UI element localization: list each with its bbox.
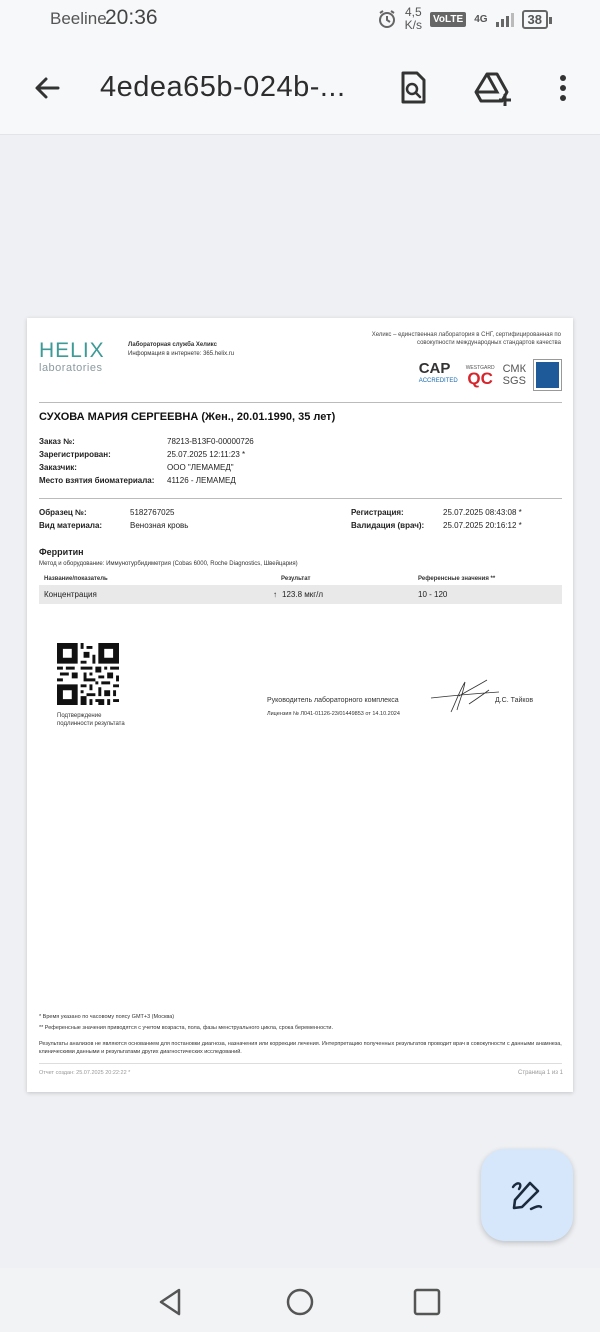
volte-badge: VoLTE bbox=[430, 12, 466, 27]
document-page[interactable] bbox=[27, 318, 573, 1092]
annotate-button[interactable] bbox=[481, 1149, 573, 1241]
helix-logo: HELIX laboratories bbox=[39, 339, 105, 374]
certificate-badge bbox=[534, 360, 561, 390]
more-options-icon[interactable] bbox=[543, 68, 583, 108]
search-document-icon[interactable] bbox=[393, 68, 433, 108]
footnote-reference: ** Референсные значения приводятся с учетом возраста, пола, фазы менструального цикла, срока беременности. bbox=[39, 1025, 334, 1031]
sample-labels: Образец №: Вид материала: bbox=[39, 508, 103, 530]
clock: 20:36 bbox=[105, 6, 158, 29]
patient-name: СУХОВА МАРИЯ СЕРГЕЕВНА (Жен., 20.01.1990, 35 лет) bbox=[39, 411, 336, 423]
page-number: Страница 1 из 1 bbox=[518, 1070, 563, 1076]
system-nav-bar bbox=[0, 1268, 600, 1332]
license-number: Лицензия № Л041-01126-23/01449853 от 14.10.2024 bbox=[267, 711, 400, 717]
dates-labels: Регистрация: Валидация (врач): bbox=[351, 508, 425, 530]
order-values: 78213-B13F0-00000726 25.07.2025 12:11:23 * ООО "ЛЕМАМЕД" 41126 - ЛЕМАМЕД bbox=[167, 437, 254, 485]
column-header-name: Название/показатель bbox=[44, 576, 108, 582]
signatory-role: Руководитель лабораторного комплекса bbox=[267, 697, 399, 704]
battery-icon: 38 bbox=[522, 10, 548, 29]
disclaimer: Результаты анализов не являются основанием для постановки диагноза, назначения или коррекции лечения. Интерпретацию полученных результатов проводит врач в совокупности с данными анамнеза, клиническими данными и результатами других диагностических исследований. bbox=[39, 1041, 562, 1055]
column-header-result: Результат bbox=[281, 576, 311, 582]
result-name: Концентрация bbox=[44, 590, 97, 599]
nav-home-icon[interactable] bbox=[284, 1286, 316, 1318]
column-header-reference: Референсные значения ** bbox=[418, 576, 496, 582]
result-reference: 10 - 120 bbox=[418, 590, 448, 599]
westgard-qc-logo: WESTGARD QC bbox=[465, 364, 495, 388]
dates-values: 25.07.2025 08:43:08 * 25.07.2025 20:16:12 * bbox=[443, 508, 522, 530]
alarm-icon bbox=[377, 9, 397, 29]
qr-code bbox=[57, 643, 119, 705]
nav-recents-icon[interactable] bbox=[411, 1286, 443, 1318]
document-title: 4edea65b-024b-... bbox=[100, 71, 346, 103]
footnote-time: * Время указано по часовому поясу GMT+3 (Москва) bbox=[39, 1014, 175, 1020]
status-bar bbox=[0, 0, 600, 40]
smk-sgs-logo: СМК SGS bbox=[502, 363, 526, 387]
sample-values: 5182767025 Венозная кровь bbox=[130, 508, 189, 530]
signature bbox=[429, 676, 501, 716]
test-title: Ферритин bbox=[39, 547, 84, 557]
lab-info: Лабораторная служба Хеликс Информация в интернете: 365.helix.ru bbox=[128, 342, 235, 357]
back-arrow-icon[interactable] bbox=[28, 68, 68, 108]
qr-caption: Подтверждение подлинности результата bbox=[57, 713, 125, 727]
cap-logo: CAP ACCREDITED bbox=[418, 360, 458, 384]
result-value: 123.8 мкг/л bbox=[282, 590, 324, 599]
divider bbox=[39, 402, 562, 403]
network-speed: 4,5 K/s bbox=[404, 5, 422, 32]
add-to-drive-icon[interactable] bbox=[473, 68, 513, 108]
network-type: 4G bbox=[474, 13, 488, 25]
result-high-arrow-icon: ↑ bbox=[273, 590, 277, 599]
signatory-name: Д.С. Тайков bbox=[495, 697, 534, 704]
signal-icon bbox=[496, 11, 514, 27]
certification-logos bbox=[419, 360, 561, 390]
app-bar bbox=[0, 40, 600, 135]
report-created: Отчет создан: 25.07.2025 20:22:22 * bbox=[39, 1070, 131, 1076]
divider bbox=[39, 1063, 562, 1064]
carrier-name: Beeline bbox=[50, 9, 107, 28]
certification-text: Хеликс – единственная лаборатория в СНГ, сертифицированная по совокупности международных стандартов качества bbox=[371, 332, 561, 346]
pen-draw-icon bbox=[509, 1177, 545, 1213]
divider bbox=[39, 498, 562, 499]
nav-back-icon[interactable] bbox=[155, 1286, 187, 1318]
order-labels: Заказ №: Зарегистрирован: Заказчик: Место взятия биоматериала: bbox=[39, 437, 155, 485]
test-method: Метод и оборудование: Иммунотурбидиметрия (Cobas 6000, Roche Diagnostics, Швейцария) bbox=[39, 561, 298, 567]
